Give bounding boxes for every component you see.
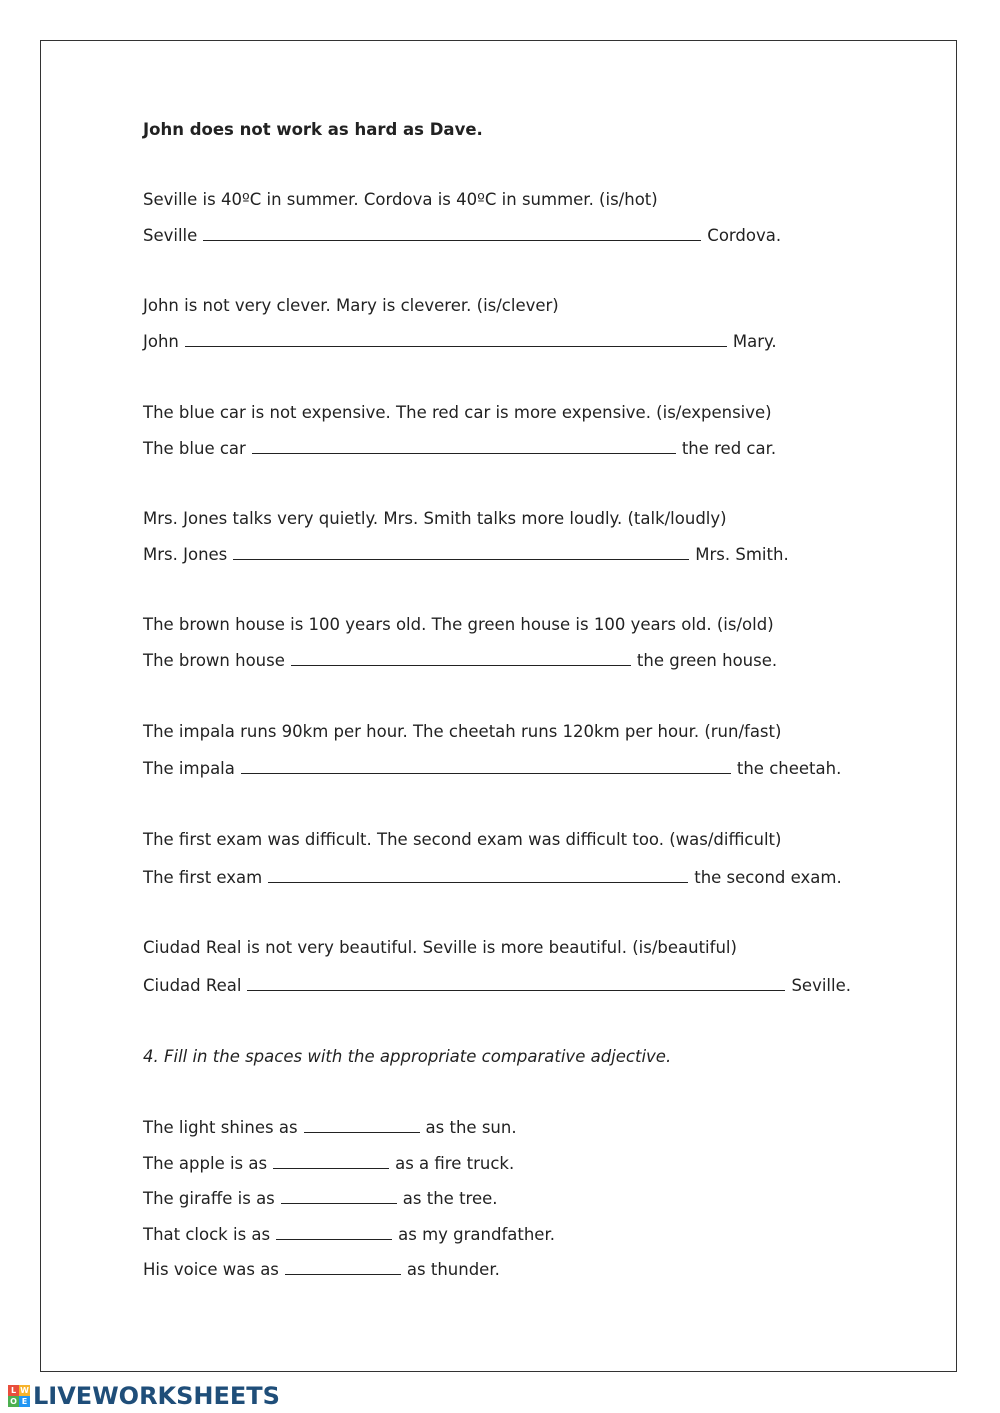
answer-blank[interactable]	[203, 226, 701, 241]
exercise-answer-row	[143, 976, 851, 996]
comparison-start: The giraffe is as	[143, 1189, 275, 1208]
answer-start: John	[143, 332, 179, 351]
exercise-prompt: Ciudad Real is not very beautiful. Seville is more beautiful. (is/beautiful)	[143, 938, 737, 957]
section-4-instruction: 4. Fill in the spaces with the appropriate comparative adjective.	[143, 1047, 672, 1066]
answer-start: The blue car	[143, 439, 246, 458]
exercise-answer-row	[143, 439, 776, 459]
logo-tile: L	[8, 1385, 19, 1396]
answer-end: the cheetah.	[736, 759, 842, 778]
comparison-end: as a fire truck.	[395, 1154, 515, 1173]
liveworksheets-logo[interactable]	[8, 1382, 280, 1410]
comparison-end: as thunder.	[406, 1260, 500, 1279]
answer-end: Seville.	[791, 976, 851, 995]
comparison-blank[interactable]	[285, 1260, 401, 1275]
answer-blank[interactable]	[185, 332, 727, 347]
comparison-row	[143, 1260, 500, 1280]
answer-blank[interactable]	[241, 759, 731, 774]
exercise-answer-row	[143, 651, 777, 671]
exercise-prompt: John is not very clever. Mary is cleverer. (is/clever)	[143, 296, 559, 315]
comparison-blank[interactable]	[304, 1118, 420, 1133]
comparison-blank[interactable]	[276, 1225, 392, 1240]
answer-blank[interactable]	[247, 976, 785, 991]
answer-start: Mrs. Jones	[143, 545, 228, 564]
answer-end: the red car.	[681, 439, 777, 458]
comparison-row	[143, 1118, 517, 1138]
comparison-start: His voice was as	[143, 1260, 279, 1279]
exercise-prompt: The brown house is 100 years old. The green house is 100 years old. (is/old)	[143, 615, 774, 634]
logo-tile: W	[20, 1386, 29, 1395]
answer-blank[interactable]	[291, 651, 631, 666]
answer-end: the green house.	[636, 651, 778, 670]
answer-blank[interactable]	[233, 545, 689, 560]
answer-start: Ciudad Real	[143, 976, 242, 995]
comparison-row	[143, 1189, 498, 1209]
comparison-end: as the sun.	[425, 1118, 517, 1137]
comparison-start: The light shines as	[143, 1118, 298, 1137]
comparison-row	[143, 1225, 555, 1245]
logo-mark-icon	[8, 1385, 30, 1407]
exercise-prompt: Seville is 40ºC in summer. Cordova is 40ºC in summer. (is/hot)	[143, 190, 658, 209]
exercise-prompt: The impala runs 90km per hour. The cheetah runs 120km per hour. (run/fast)	[143, 722, 782, 741]
exercise-answer-row	[143, 226, 781, 246]
exercise-prompt: Mrs. Jones talks very quietly. Mrs. Smith talks more loudly. (talk/loudly)	[143, 509, 727, 528]
answer-blank[interactable]	[268, 868, 688, 883]
answer-end: the second exam.	[694, 868, 842, 887]
comparison-blank[interactable]	[281, 1189, 397, 1204]
comparison-end: as the tree.	[402, 1189, 498, 1208]
exercise-answer-row	[143, 545, 789, 565]
comparison-blank[interactable]	[273, 1154, 389, 1169]
answer-start: Seville	[143, 226, 198, 245]
exercise-answer-row	[143, 759, 841, 779]
answer-start: The brown house	[143, 651, 285, 670]
answer-start: The impala	[143, 759, 235, 778]
logo-tile: E	[19, 1396, 30, 1407]
answer-end: Mary.	[732, 332, 777, 351]
answer-end: Mrs. Smith.	[695, 545, 789, 564]
logo-text: LIVEWORKSHEETS	[33, 1382, 280, 1410]
comparison-start: That clock is as	[143, 1225, 271, 1244]
logo-tile: O	[8, 1396, 19, 1407]
exercise-prompt: The first exam was difficult. The second exam was difficult too. (was/difficult)	[143, 830, 782, 849]
answer-end: Cordova.	[707, 226, 782, 245]
comparison-start: The apple is as	[143, 1154, 268, 1173]
exercise-answer-row	[143, 332, 777, 352]
example-sentence: John does not work as hard as Dave.	[143, 120, 483, 139]
answer-blank[interactable]	[252, 439, 676, 454]
comparison-end: as my grandfather.	[398, 1225, 555, 1244]
exercise-answer-row	[143, 868, 842, 888]
exercise-prompt: The blue car is not expensive. The red car is more expensive. (is/expensive)	[143, 403, 772, 422]
answer-start: The first exam	[143, 868, 263, 887]
comparison-row	[143, 1154, 514, 1174]
